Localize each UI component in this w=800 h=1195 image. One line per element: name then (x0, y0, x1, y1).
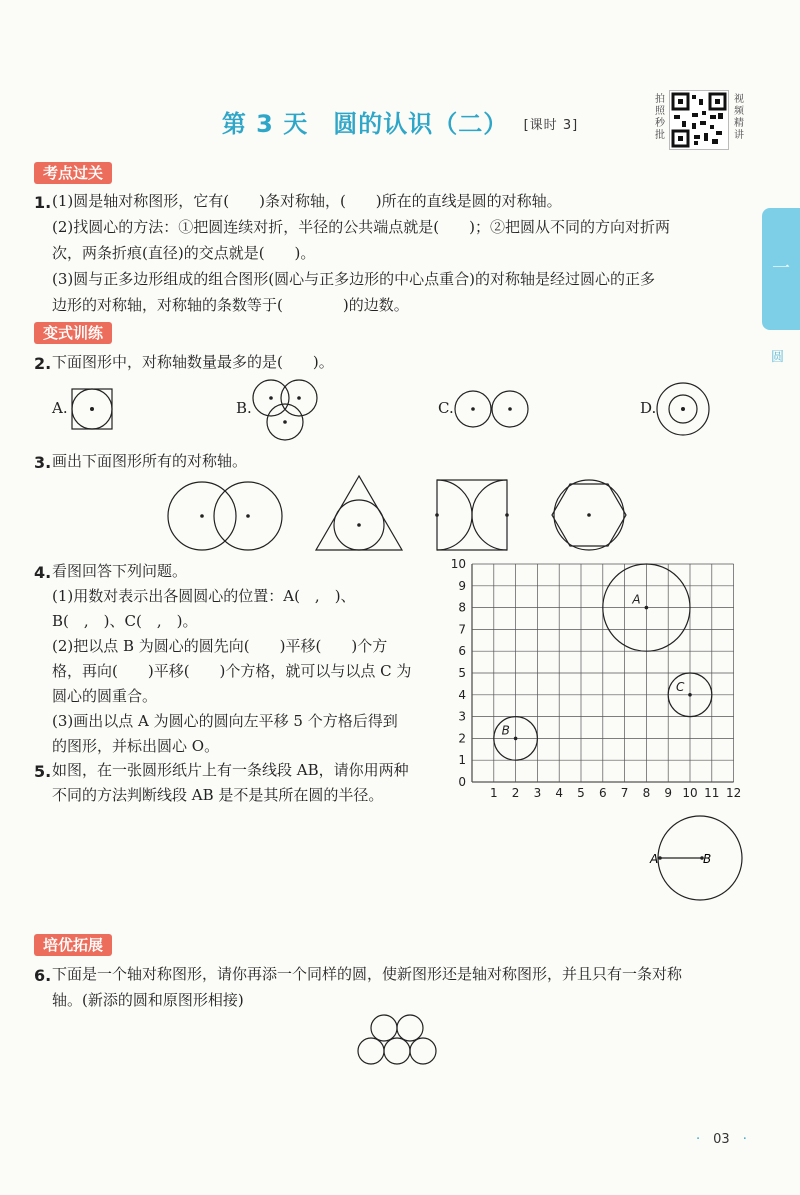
x-tick-label: 10 (682, 786, 698, 800)
q6-circle-figure (350, 1010, 450, 1072)
q1-line2: (2)找圆心的方法：①把圆连续对折，半径的公共端点就是( )；②把圆从不同的方向对折两 (52, 218, 670, 236)
question-number: 3. (34, 453, 52, 472)
q4-line1: (1)用数对表示出各圆圆心的位置：A( , )、 (52, 587, 356, 605)
y-tick-label: 10 (450, 557, 466, 571)
q4-line2: B( , )、C( , )。 (52, 612, 198, 630)
q4-line7: 的图形，并标出圆心 O。 (52, 737, 220, 755)
lesson-tag: [课时 3] (523, 118, 579, 133)
qr-left-caption: 拍照秒批 (655, 94, 665, 141)
q4-line4: 格，再向( )平移( )个方格，就可以与以点 C 为 (52, 662, 412, 680)
q5-line1: 如图，在一张圆形纸片上有一条线段 AB，请你用两种 (52, 761, 409, 779)
section-tag-kaodian: 考点过关 (34, 162, 112, 184)
q6-line2: 轴。(新添的圆和原图形相接) (52, 991, 244, 1009)
qr-right-caption: 视频精讲 (734, 94, 744, 141)
title-text: 第 3 天 圆的认识（二） (221, 110, 509, 138)
x-tick-label: 4 (555, 786, 564, 800)
q1-line3: 次，两条折痕(直径)的交点就是( )。 (52, 244, 316, 262)
chapter-tab[interactable]: 一 (762, 208, 800, 330)
y-tick-label: 1 (458, 753, 466, 768)
q6-line1: 下面是一个轴对称图形，请你再添一个同样的圆，使新图形还是轴对称图形，并且只有一条对称 (52, 965, 683, 983)
option-c-figure (455, 391, 528, 427)
coordinate-grid (450, 555, 750, 805)
center-label-c: C (676, 679, 685, 694)
x-tick-label: 11 (704, 786, 720, 800)
q4-line3: (2)把以点 B 为圆心的圆先向( )平移( )个方 (52, 637, 388, 655)
two-circles-figure (168, 482, 282, 550)
question-number: 5. (34, 762, 52, 781)
page-number: · 03 · (696, 1132, 747, 1147)
point-b-label: B (703, 852, 712, 866)
section-tag-peiyou: 培优拓展 (34, 934, 112, 956)
x-tick-label: 1 (489, 786, 498, 800)
option-b-label[interactable]: B. (236, 399, 252, 417)
q2-figures (0, 370, 760, 450)
triangle-circle-figure (316, 476, 402, 550)
chapter-tab-label: 圆 (771, 350, 785, 365)
option-b-figure (253, 380, 317, 440)
q3-figures (0, 470, 760, 560)
qr-code-icon[interactable] (669, 90, 729, 150)
q4-text: 看图回答下列问题。 (52, 562, 188, 580)
question-number: 2. (34, 354, 52, 373)
q5-figure (640, 812, 750, 907)
section-tag-bianshi: 变式训练 (34, 322, 112, 344)
y-tick-label: 4 (458, 687, 466, 702)
y-tick-label: 6 (458, 644, 466, 659)
q1-line4: (3)圆与正多边形组成的组合图形(圆心与正多边形的中心点重合)的对称轴是经过圆心的正多 (52, 270, 655, 288)
x-tick-label: 9 (664, 786, 673, 800)
option-c-label[interactable]: C. (438, 399, 454, 417)
page-number-text: 03 (713, 1132, 730, 1147)
x-tick-label: 12 (725, 786, 742, 800)
y-tick-label: 5 (458, 666, 466, 680)
square-arcs-figure (435, 480, 509, 550)
x-tick-label: 3 (533, 786, 542, 800)
y-tick-label: 8 (458, 600, 466, 615)
option-a-label[interactable]: A. (52, 399, 68, 417)
q4-line6: (3)画出以点 A 为圆心的圆向左平移 5 个方格后得到 (52, 712, 398, 730)
x-tick-label: 5 (577, 786, 585, 800)
center-b (514, 737, 518, 741)
center-c (688, 693, 692, 697)
y-tick-label: 9 (458, 578, 466, 593)
y-tick-label: 3 (458, 709, 466, 724)
q5-line2: 不同的方法判断线段 AB 是不是其所在圆的半径。 (52, 786, 384, 804)
point-a-label: A (650, 852, 659, 866)
option-d-figure (657, 383, 709, 435)
question-number: 4. (34, 563, 52, 582)
option-a-figure (72, 389, 112, 429)
x-tick-label: 7 (620, 786, 629, 800)
option-d-label[interactable]: D. (640, 399, 657, 417)
center-label-b: B (501, 723, 510, 738)
y-tick-label: 2 (458, 731, 466, 746)
x-tick-label: 6 (598, 786, 607, 800)
y-tick-label: 7 (458, 622, 466, 637)
q1-line5: 边形的对称轴，对称轴的条数等于( )的边数。 (52, 296, 409, 314)
center-label-a: A (632, 592, 641, 607)
x-tick-label: 8 (642, 786, 651, 800)
question-number: 6. (34, 966, 52, 985)
q4-line5: 圆心的圆重合。 (52, 687, 158, 705)
q2-text: 下面图形中，对称轴数量最多的是( )。 (52, 353, 334, 371)
y-tick-label: 0 (458, 775, 466, 789)
q3-text: 画出下面图形所有的对称轴。 (52, 452, 248, 470)
q1-line1: (1)圆是轴对称图形，它有( )条对称轴，( )所在的直线是圆的对称轴。 (52, 192, 562, 210)
x-tick-label: 2 (511, 786, 520, 800)
center-a (645, 606, 649, 610)
question-number: 1. (34, 193, 52, 212)
hexagon-circle-figure (552, 480, 626, 550)
